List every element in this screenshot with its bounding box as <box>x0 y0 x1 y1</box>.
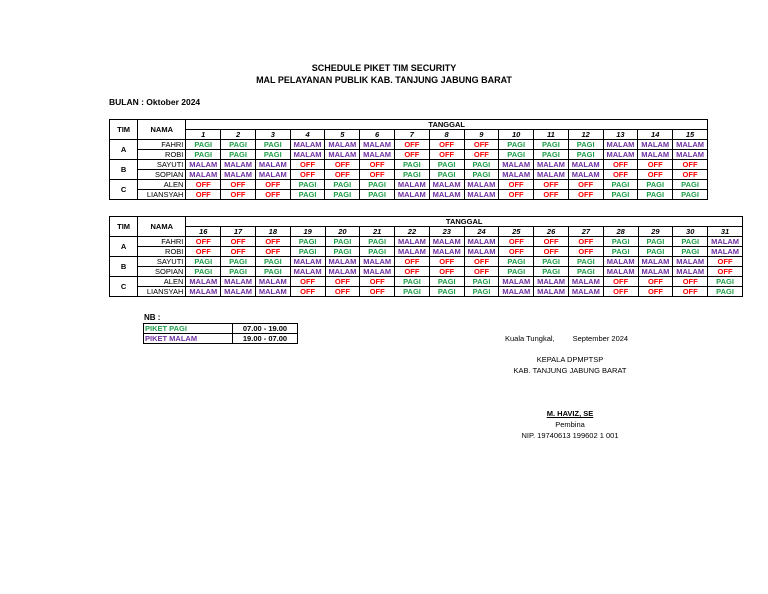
member-name: SOPIAN <box>138 170 186 180</box>
shift-cell: MALAM <box>325 150 360 160</box>
legend-value-pagi: 07.00 - 19.00 <box>233 324 298 334</box>
day-header: 7 <box>394 130 429 140</box>
shift-cell: OFF <box>568 190 603 200</box>
shift-cell: PAGI <box>429 160 464 170</box>
day-header: 26 <box>534 227 569 237</box>
shift-cell: MALAM <box>221 287 256 297</box>
shift-cell: MALAM <box>464 190 499 200</box>
shift-cell: PAGI <box>325 190 360 200</box>
shift-cell: PAGI <box>325 237 360 247</box>
shift-cell: PAGI <box>429 277 464 287</box>
legend-key-pagi: PIKET PAGI <box>144 324 233 334</box>
table-row <box>110 180 708 190</box>
shift-cell: OFF <box>221 237 256 247</box>
header-nama: NAMA <box>138 217 186 237</box>
header-nama: NAMA <box>138 120 186 140</box>
signer-name: M. HAVIZ, SE <box>546 409 594 418</box>
table-row <box>110 190 708 200</box>
shift-cell: PAGI <box>360 180 395 190</box>
shift-cell: MALAM <box>603 140 638 150</box>
member-name: LIANSYAH <box>138 287 186 297</box>
shift-cell: OFF <box>568 247 603 257</box>
month-label: BULAN : Oktober 2024 <box>109 97 201 107</box>
table-row <box>110 237 743 247</box>
shift-cell: OFF <box>395 257 430 267</box>
shift-cell: PAGI <box>325 247 360 257</box>
shift-cell: PAGI <box>603 237 638 247</box>
shift-cell: PAGI <box>395 277 430 287</box>
shift-cell: MALAM <box>429 247 464 257</box>
shift-cell: PAGI <box>638 190 673 200</box>
shift-cell: MALAM <box>464 180 499 190</box>
member-name: FAHRI <box>138 237 186 247</box>
shift-cell: OFF <box>464 267 499 277</box>
member-name: ROBI <box>138 247 186 257</box>
shift-cell: OFF <box>429 150 464 160</box>
day-header: 14 <box>638 130 673 140</box>
legend-value-malam: 19.00 - 07.00 <box>233 334 298 344</box>
header-tim: TIM <box>110 120 138 140</box>
signer-office: KAB. TANJUNG JABUNG BARAT <box>513 366 627 375</box>
shift-cell: PAGI <box>603 247 638 257</box>
day-header: 16 <box>186 227 221 237</box>
shift-cell: PAGI <box>221 140 256 150</box>
shift-cell: PAGI <box>534 267 569 277</box>
shift-cell: PAGI <box>708 277 743 287</box>
shift-cell: MALAM <box>290 257 325 267</box>
day-header: 11 <box>534 130 569 140</box>
shift-cell: MALAM <box>255 170 290 180</box>
shift-cell: PAGI <box>673 247 708 257</box>
shift-cell: PAGI <box>464 160 499 170</box>
day-header: 18 <box>255 227 290 237</box>
shift-cell: OFF <box>499 237 534 247</box>
shift-cell: OFF <box>221 247 256 257</box>
shift-cell: MALAM <box>395 247 430 257</box>
shift-cell: MALAM <box>360 267 395 277</box>
team-label: C <box>110 180 138 200</box>
day-header: 19 <box>290 227 325 237</box>
shift-cell: MALAM <box>673 140 708 150</box>
shift-cell: OFF <box>360 160 395 170</box>
shift-cell: MALAM <box>499 170 534 180</box>
shift-cell: PAGI <box>394 170 429 180</box>
shift-cell: OFF <box>290 277 325 287</box>
signer-nip: NIP. 19740613 199602 1 001 <box>521 431 619 440</box>
day-header: 13 <box>603 130 638 140</box>
shift-cell: OFF <box>673 170 708 180</box>
shift-cell: PAGI <box>499 150 534 160</box>
shift-cell: OFF <box>360 287 395 297</box>
shift-cell: PAGI <box>568 150 603 160</box>
shift-cell: MALAM <box>708 237 743 247</box>
shift-cell: PAGI <box>464 287 499 297</box>
shift-cell: MALAM <box>568 277 603 287</box>
legend-row-malam <box>144 334 298 344</box>
shift-cell: OFF <box>708 267 743 277</box>
shift-cell: PAGI <box>221 150 256 160</box>
team-label: B <box>110 257 138 277</box>
table-row <box>110 287 743 297</box>
shift-cell: OFF <box>673 277 708 287</box>
shift-cell: PAGI <box>673 190 708 200</box>
member-name: LIANSYAH <box>138 190 186 200</box>
shift-cell: PAGI <box>499 140 534 150</box>
shift-cell: PAGI <box>255 257 290 267</box>
shift-cell: MALAM <box>568 170 603 180</box>
shift-cell: MALAM <box>534 277 569 287</box>
shift-cell: PAGI <box>394 160 429 170</box>
shift-cell: MALAM <box>290 140 325 150</box>
shift-cell: MALAM <box>290 150 325 160</box>
shift-cell: MALAM <box>395 237 430 247</box>
shift-cell: OFF <box>394 150 429 160</box>
day-header: 10 <box>499 130 534 140</box>
shift-cell: MALAM <box>499 160 534 170</box>
day-header: 20 <box>325 227 360 237</box>
shift-cell: OFF <box>673 287 708 297</box>
shift-cell: PAGI <box>638 247 673 257</box>
day-header: 23 <box>429 227 464 237</box>
day-header: 22 <box>395 227 430 237</box>
shift-cell: PAGI <box>534 140 569 150</box>
shift-cell: PAGI <box>568 140 603 150</box>
shift-cell: MALAM <box>325 267 360 277</box>
member-name: ROBI <box>138 150 186 160</box>
document-subtitle: MAL PELAYANAN PUBLIK KAB. TANJUNG JABUNG BARAT <box>256 75 512 85</box>
document-title: SCHEDULE PIKET TIM SECURITY <box>311 63 457 73</box>
shift-cell: OFF <box>186 180 221 190</box>
shift-cell: OFF <box>534 237 569 247</box>
shift-cell: OFF <box>429 267 464 277</box>
shift-cell: MALAM <box>603 257 638 267</box>
table-row <box>110 170 708 180</box>
legend-key-malam: PIKET MALAM <box>144 334 233 344</box>
shift-cell: PAGI <box>186 257 221 267</box>
day-header: 12 <box>568 130 603 140</box>
table-row <box>110 150 708 160</box>
shift-legend-table <box>143 323 298 344</box>
shift-cell: MALAM <box>499 277 534 287</box>
shift-cell: OFF <box>568 237 603 247</box>
shift-cell: OFF <box>360 170 395 180</box>
shift-cell: OFF <box>534 190 569 200</box>
day-header: 8 <box>429 130 464 140</box>
shift-cell: MALAM <box>638 150 673 160</box>
shift-cell: OFF <box>638 160 673 170</box>
schedule-table-1 <box>109 119 708 200</box>
team-label: B <box>110 160 138 180</box>
day-header: 15 <box>673 130 708 140</box>
shift-cell: OFF <box>638 287 673 297</box>
shift-cell: OFF <box>186 190 221 200</box>
shift-cell: MALAM <box>464 237 499 247</box>
header-tanggal: TANGGAL <box>186 217 743 227</box>
shift-cell: MALAM <box>255 277 290 287</box>
shift-cell: PAGI <box>255 150 290 160</box>
shift-cell: PAGI <box>360 237 395 247</box>
member-name: ALEN <box>138 180 186 190</box>
team-label: C <box>110 277 138 297</box>
shift-cell: OFF <box>290 287 325 297</box>
shift-cell: OFF <box>255 180 290 190</box>
shift-cell: MALAM <box>673 267 708 277</box>
shift-cell: OFF <box>325 287 360 297</box>
shift-cell: OFF <box>568 180 603 190</box>
shift-cell: MALAM <box>394 180 429 190</box>
shift-cell: OFF <box>255 237 290 247</box>
shift-cell: MALAM <box>429 180 464 190</box>
shift-cell: MALAM <box>394 190 429 200</box>
note-label: NB : <box>144 313 161 322</box>
shift-cell: OFF <box>638 170 673 180</box>
shift-cell: OFF <box>464 140 499 150</box>
shift-cell: PAGI <box>186 267 221 277</box>
shift-cell: PAGI <box>290 237 325 247</box>
day-header: 30 <box>673 227 708 237</box>
shift-cell: MALAM <box>255 287 290 297</box>
shift-cell: MALAM <box>186 170 221 180</box>
shift-cell: OFF <box>499 180 534 190</box>
table-row <box>110 160 708 170</box>
shift-cell: PAGI <box>499 267 534 277</box>
shift-cell: PAGI <box>708 287 743 297</box>
shift-cell: MALAM <box>673 150 708 160</box>
team-label: A <box>110 237 138 257</box>
shift-cell: OFF <box>534 247 569 257</box>
shift-cell: OFF <box>499 190 534 200</box>
shift-cell: OFF <box>325 277 360 287</box>
shift-cell: MALAM <box>186 277 221 287</box>
shift-cell: MALAM <box>638 140 673 150</box>
shift-cell: PAGI <box>673 180 708 190</box>
shift-cell: OFF <box>221 180 256 190</box>
signer-position: KEPALA DPMPTSP <box>536 355 604 364</box>
shift-cell: OFF <box>429 257 464 267</box>
shift-cell: OFF <box>603 170 638 180</box>
shift-cell: MALAM <box>638 257 673 267</box>
shift-cell: OFF <box>394 140 429 150</box>
shift-cell: MALAM <box>534 160 569 170</box>
shift-cell: OFF <box>603 287 638 297</box>
shift-cell: PAGI <box>255 140 290 150</box>
shift-cell: PAGI <box>290 190 325 200</box>
day-header: 27 <box>568 227 603 237</box>
shift-cell: OFF <box>255 247 290 257</box>
shift-cell: MALAM <box>360 140 395 150</box>
shift-cell: PAGI <box>429 170 464 180</box>
day-header: 4 <box>290 130 325 140</box>
shift-cell: MALAM <box>638 267 673 277</box>
shift-cell: PAGI <box>360 190 395 200</box>
member-name: FAHRI <box>138 140 186 150</box>
day-header: 25 <box>499 227 534 237</box>
shift-cell: MALAM <box>221 170 256 180</box>
team-label: A <box>110 140 138 160</box>
shift-cell: MALAM <box>325 257 360 267</box>
shift-cell: MALAM <box>673 257 708 267</box>
shift-cell: OFF <box>638 277 673 287</box>
shift-cell: PAGI <box>638 180 673 190</box>
shift-cell: PAGI <box>360 247 395 257</box>
day-header: 29 <box>638 227 673 237</box>
day-header: 5 <box>325 130 360 140</box>
shift-cell: PAGI <box>395 287 430 297</box>
day-header: 21 <box>360 227 395 237</box>
shift-cell: OFF <box>673 160 708 170</box>
day-header: 2 <box>221 130 256 140</box>
header-tim: TIM <box>110 217 138 237</box>
shift-cell: MALAM <box>186 160 221 170</box>
shift-cell: OFF <box>603 277 638 287</box>
place-date <box>505 334 645 343</box>
shift-cell: OFF <box>708 257 743 267</box>
shift-cell: OFF <box>290 170 325 180</box>
shift-cell: MALAM <box>360 150 395 160</box>
shift-cell: OFF <box>534 180 569 190</box>
signature-date: September 2024 <box>572 334 629 343</box>
day-header: 9 <box>464 130 499 140</box>
shift-cell: MALAM <box>568 160 603 170</box>
day-header: 24 <box>464 227 499 237</box>
shift-cell: OFF <box>186 237 221 247</box>
shift-cell: PAGI <box>603 180 638 190</box>
shift-cell: PAGI <box>534 257 569 267</box>
shift-cell: PAGI <box>290 247 325 257</box>
shift-cell: OFF <box>360 277 395 287</box>
shift-cell: MALAM <box>499 287 534 297</box>
shift-cell: OFF <box>186 247 221 257</box>
member-name: SAYUTI <box>138 257 186 267</box>
shift-cell: PAGI <box>499 257 534 267</box>
shift-cell: MALAM <box>568 287 603 297</box>
table-row <box>110 247 743 257</box>
shift-cell: PAGI <box>638 237 673 247</box>
day-header: 28 <box>603 227 638 237</box>
shift-cell: MALAM <box>255 160 290 170</box>
shift-cell: PAGI <box>255 267 290 277</box>
shift-cell: MALAM <box>534 170 569 180</box>
shift-cell: MALAM <box>603 150 638 160</box>
table-row <box>110 277 743 287</box>
shift-cell: PAGI <box>290 180 325 190</box>
shift-cell: OFF <box>429 140 464 150</box>
shift-cell: MALAM <box>360 257 395 267</box>
shift-cell: OFF <box>464 257 499 267</box>
member-name: SOPIAN <box>138 267 186 277</box>
shift-cell: PAGI <box>464 277 499 287</box>
schedule-table-2 <box>109 216 743 297</box>
shift-cell: MALAM <box>464 247 499 257</box>
shift-cell: MALAM <box>708 247 743 257</box>
shift-cell: MALAM <box>325 140 360 150</box>
legend-row-pagi <box>144 324 298 334</box>
shift-cell: PAGI <box>429 287 464 297</box>
shift-cell: OFF <box>603 160 638 170</box>
shift-cell: MALAM <box>221 277 256 287</box>
shift-cell: OFF <box>255 190 290 200</box>
shift-cell: PAGI <box>186 140 221 150</box>
signer-rank: Pembina <box>555 420 585 429</box>
shift-cell: PAGI <box>568 267 603 277</box>
table-row <box>110 140 708 150</box>
shift-cell: PAGI <box>673 237 708 247</box>
shift-cell: PAGI <box>325 180 360 190</box>
shift-cell: MALAM <box>186 287 221 297</box>
shift-cell: OFF <box>464 150 499 160</box>
shift-cell: MALAM <box>603 267 638 277</box>
shift-cell: PAGI <box>464 170 499 180</box>
shift-cell: OFF <box>499 247 534 257</box>
day-header: 1 <box>186 130 221 140</box>
header-tanggal: TANGGAL <box>186 120 708 130</box>
shift-cell: PAGI <box>186 150 221 160</box>
member-name: ALEN <box>138 277 186 287</box>
member-name: SAYUTI <box>138 160 186 170</box>
shift-cell: MALAM <box>534 287 569 297</box>
shift-cell: PAGI <box>568 257 603 267</box>
table-row <box>110 257 743 267</box>
shift-cell: PAGI <box>221 257 256 267</box>
table-row <box>110 267 743 277</box>
shift-cell: OFF <box>290 160 325 170</box>
shift-cell: PAGI <box>221 267 256 277</box>
day-header: 3 <box>255 130 290 140</box>
shift-cell: OFF <box>325 160 360 170</box>
day-header: 6 <box>360 130 395 140</box>
shift-cell: MALAM <box>429 237 464 247</box>
shift-cell: PAGI <box>534 150 569 160</box>
day-header: 31 <box>708 227 743 237</box>
shift-cell: OFF <box>325 170 360 180</box>
shift-cell: PAGI <box>603 190 638 200</box>
day-header: 17 <box>221 227 256 237</box>
shift-cell: OFF <box>395 267 430 277</box>
shift-cell: OFF <box>221 190 256 200</box>
shift-cell: MALAM <box>221 160 256 170</box>
signature-place: Kuala Tungkal, <box>505 334 555 343</box>
shift-cell: MALAM <box>290 267 325 277</box>
shift-cell: MALAM <box>429 190 464 200</box>
